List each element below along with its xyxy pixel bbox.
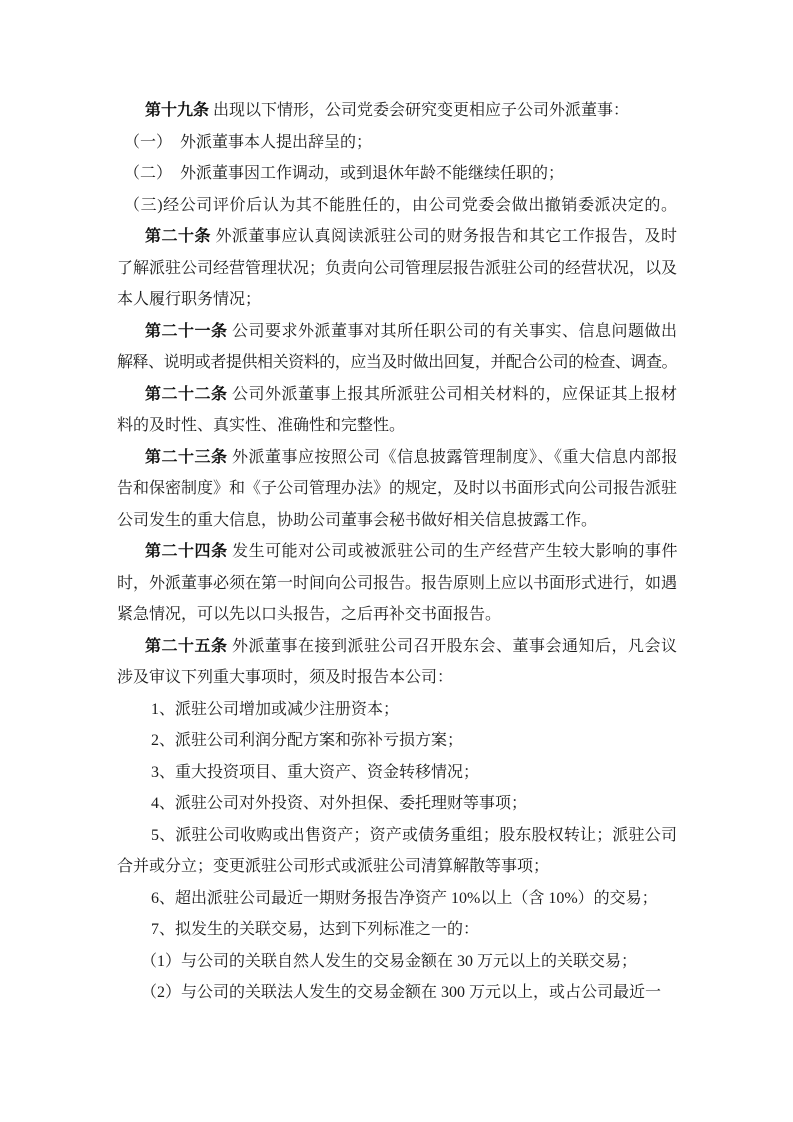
line-text: 告和保密制度》和《子公司管理办法》的规定，及时以书面形式向公司报告派驻 bbox=[117, 480, 678, 497]
article-number: 第二十五条 bbox=[145, 637, 228, 655]
article-number: 第十九条 bbox=[145, 102, 210, 119]
line-text: 了解派驻公司经营管理状况；负责向公司管理层报告派驻公司的经营状况，以及 bbox=[117, 259, 678, 277]
line-text: 3、重大投资项目、重大资产、资金转移情况； bbox=[151, 763, 480, 781]
list-item bbox=[117, 977, 677, 1009]
line-text: 4、派驻公司对外投资、对外担保、委托理财等事项； bbox=[151, 795, 528, 812]
text-line bbox=[117, 599, 677, 631]
line-text: 时，外派董事必须在第一时间向公司报告。报告原则上应以书面形式进行，如遇 bbox=[117, 574, 678, 592]
list-item bbox=[117, 725, 677, 757]
line-text: 外派董事在接到派驻公司召开股东会、董事会通知后，凡会议 bbox=[227, 637, 677, 655]
line-text: 外派董事应认真阅读派驻公司的财务报告和其它工作报告，及时 bbox=[211, 228, 677, 245]
line-text: 2、派驻公司利润分配方案和弥补亏损方案； bbox=[151, 732, 464, 749]
list-item bbox=[117, 946, 677, 978]
text-line bbox=[117, 410, 677, 442]
text-line bbox=[117, 347, 677, 379]
article-number: 第二十三条 bbox=[145, 448, 228, 466]
list-item bbox=[117, 820, 677, 852]
list-item bbox=[117, 694, 677, 726]
text-line bbox=[117, 536, 677, 568]
article-number: 第二十条 bbox=[145, 228, 211, 245]
line-text: （1）与公司的关联自然人发生的交易金额在 30 万元以上的关联交易； bbox=[141, 952, 638, 970]
text-line bbox=[117, 284, 677, 316]
text-line bbox=[117, 631, 677, 663]
line-text: 发生可能对公司或被派驻公司的生产经营产生较大影响的事件 bbox=[227, 543, 677, 560]
line-text: 1、派驻公司增加或减少注册资本； bbox=[151, 700, 400, 718]
text-line bbox=[117, 190, 677, 222]
text-line bbox=[117, 851, 677, 883]
text-line bbox=[117, 568, 677, 600]
line-text: 公司外派董事上报其所派驻公司相关材料的，应保证其上报材 bbox=[227, 385, 677, 403]
line-text: 5、派驻公司收购或出售资产；资产或债务重组；股东股权转让；派驻公司 bbox=[151, 826, 677, 844]
text-line bbox=[117, 505, 677, 537]
text-line bbox=[117, 95, 677, 127]
list-item bbox=[117, 883, 677, 915]
line-text: 涉及审议下列重大事项时，须及时报告本公司： bbox=[117, 669, 454, 686]
line-text: 外派董事应按照公司《信息披露管理制度》、《重大信息内部报 bbox=[227, 448, 677, 466]
text-line bbox=[117, 221, 677, 253]
text-line bbox=[117, 253, 677, 285]
line-text: 6、超出派驻公司最近一期财务报告净资产 10%以上（含 10%）的交易； bbox=[151, 889, 658, 907]
article-number: 第二十四条 bbox=[145, 543, 228, 560]
text-line bbox=[117, 379, 677, 411]
line-text: 公司发生的重大信息，协助公司董事会秘书做好相关信息披露工作。 bbox=[117, 511, 598, 529]
line-text: 公司要求外派董事对其所任职公司的有关事实、信息问题做出 bbox=[227, 322, 677, 340]
document-body bbox=[117, 95, 677, 1009]
article-number: 第二十一条 bbox=[145, 322, 228, 340]
line-text: 7、拟发生的关联交易，达到下列标准之一的： bbox=[151, 921, 480, 938]
text-line bbox=[117, 127, 677, 159]
text-line bbox=[117, 442, 677, 474]
line-text: 合并或分立；变更派驻公司形式或派驻公司清算解散等事项； bbox=[117, 858, 550, 875]
text-line bbox=[117, 316, 677, 348]
text-line bbox=[117, 473, 677, 505]
line-text: 出现以下情形，公司党委会研究变更相应子公司外派董事： bbox=[209, 102, 630, 119]
line-text: 料的及时性、真实性、准确性和完整性。 bbox=[117, 417, 406, 434]
line-text: 紧急情况，可以先以口头报告，之后再补交书面报告。 bbox=[117, 606, 502, 623]
line-text: （一） 外派董事本人提出辞呈的； bbox=[124, 133, 373, 151]
article-number: 第二十二条 bbox=[145, 385, 228, 403]
list-item bbox=[117, 757, 677, 789]
list-item bbox=[117, 914, 677, 946]
line-text: 解释、说明或者提供相关资料的，应当及时做出回复，并配合公司的检查、调查。 bbox=[117, 354, 677, 371]
line-text: 本人履行职务情况； bbox=[117, 291, 262, 308]
line-text: （三)经公司评价后认为其不能胜任的，由公司党委会做出撤销委派决定的。 bbox=[124, 196, 677, 214]
line-text: （2）与公司的关联法人发生的交易金额在 300 万元以上，或占公司最近一 bbox=[141, 984, 662, 1001]
list-item bbox=[117, 788, 677, 820]
text-line bbox=[117, 158, 677, 190]
text-line bbox=[117, 662, 677, 694]
line-text: （二） 外派董事因工作调动，或到退休年龄不能继续任职的； bbox=[124, 165, 565, 182]
